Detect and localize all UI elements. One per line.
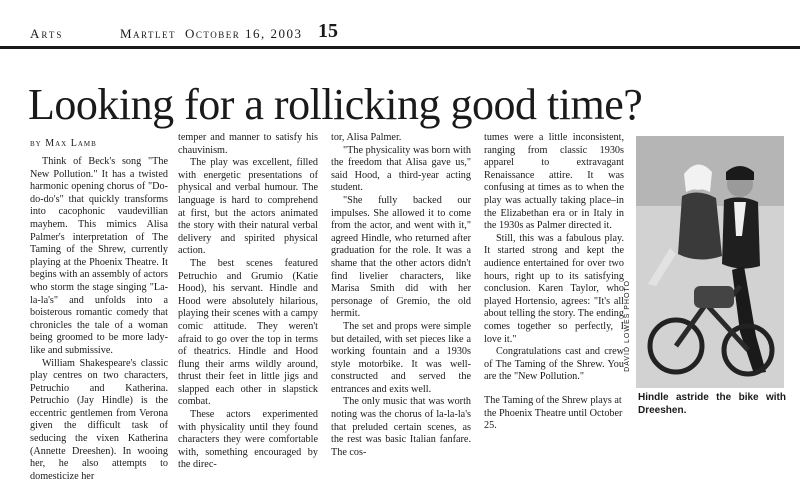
article-column-2 xyxy=(178,132,318,472)
paragraph: "She fully backed our impulses. She allowed it to come from the actor, and went with it," agreed Hindle, who returned after graduation for the role. It was a shame that the other actors didn't find livelier characters, like Marisa Smith did with her personage of Gremio, the old hermit. xyxy=(331,195,471,321)
section-name: Arts xyxy=(30,26,63,42)
article-photo xyxy=(636,136,784,388)
paragraph: Still, this was a fabulous play. It started strong and kept the audience entertained for over two hours, right up to its satisfying conclusion. Karen Taylor, who played Hortensio, agrees: "It's all about telling the story. The ending comes together so perfectly, I love it." xyxy=(484,233,624,346)
paragraph: "The physicality was born with the freedom that Alisa gave us," said Hood, a third-year acting student. xyxy=(331,145,471,195)
article-headline: Looking for a rollicking good time? xyxy=(28,80,642,130)
paragraph: The best scenes featured Petruchio and Grumio (Katie Hood), his servant. Hindle and Hood were absolutely hilarious, playing their scenes with a campy comic attitude. They weren't afraid to go over the top in terms of theatrics. Hindle and Hood flung their arms wildly around, thrust their feet in little jigs and slapped each other in slapstick combat. xyxy=(178,258,318,409)
paragraph: The play was excellent, filled with energetic presentations of physical and verbal humour. The language is hard to comprehend at first, but the actors animated the story with their natural verbal delivery and spirited physical action. xyxy=(178,157,318,258)
article-column-1 xyxy=(30,156,168,483)
paragraph: tumes were a little inconsistent, ranging from classic 1930s apparel to extravagant Renaissance attire. It was confusing at times as to when the play was actually taking place–in the Elizabethan era or in Italy in the 1930s as Palmer directed it. xyxy=(484,132,624,233)
paragraph: The set and props were simple but detailed, with set pieces like a working fountain and a 1930s style motorbike. It was well-constructed and served the entrances and exits well. xyxy=(331,321,471,397)
photo-illustration xyxy=(636,136,784,388)
paragraph: Congratulations cast and crew of The Taming of the Shrew. You are the "New Pollution." xyxy=(484,346,624,384)
issue-date: October 16, 2003 xyxy=(185,26,302,42)
masthead xyxy=(0,0,800,46)
paragraph: tor, Alisa Palmer. xyxy=(331,132,471,145)
paragraph: William Shakespeare's classic play centres on two characters, Petruchio and Katherina. Petruchio (Jay Hindle) is the eccentric gentlemen from Verona given the difficult task of seducing the vixen Katherina (Annette Dreeshen). In wooing her, he also attempts to domesticize her xyxy=(30,358,168,483)
paragraph: The only music that was worth noting was the chorus of la-la-la's that preluded certain scenes, as the rest was basic Italian fanfare. The cos- xyxy=(331,396,471,459)
article-byline: by Max Lamb xyxy=(30,138,97,149)
publication-name: Martlet xyxy=(120,26,176,42)
paragraph: Think of Beck's song "The New Pollution." It has a twisted harmonic opening chorus of "Do-do-do's" that quickly transforms into cacophonic vaudevillian mayhem. This mimics Alisa Palmer's interpretation of The Taming of the Shrew, currently playing at the Phoenix Theatre. It begins with an assembly of actors who storm the stage singing "La-la-la's" and unfolds into a boisterous romantic comedy that chronicles the tale of a woman being groomed to be more lady-like and submissive. xyxy=(30,156,168,358)
paragraph: These actors experimented with physicality until they found characters they were comfortable with, something encouraged by the direc- xyxy=(178,409,318,472)
masthead-rule xyxy=(0,46,800,49)
photo-credit: DAVID LOWES PHOTO xyxy=(624,280,631,372)
photo-caption: Hindle astride the bike with Dreeshen. xyxy=(638,392,786,417)
article-column-4 xyxy=(484,132,624,384)
article-column-3 xyxy=(331,132,471,459)
page-number: 15 xyxy=(318,20,338,43)
paragraph: temper and manner to satisfy his chauvinism. xyxy=(178,132,318,157)
event-info: The Taming of the Shrew plays at the Phoenix Theatre until October 25. xyxy=(484,395,626,433)
